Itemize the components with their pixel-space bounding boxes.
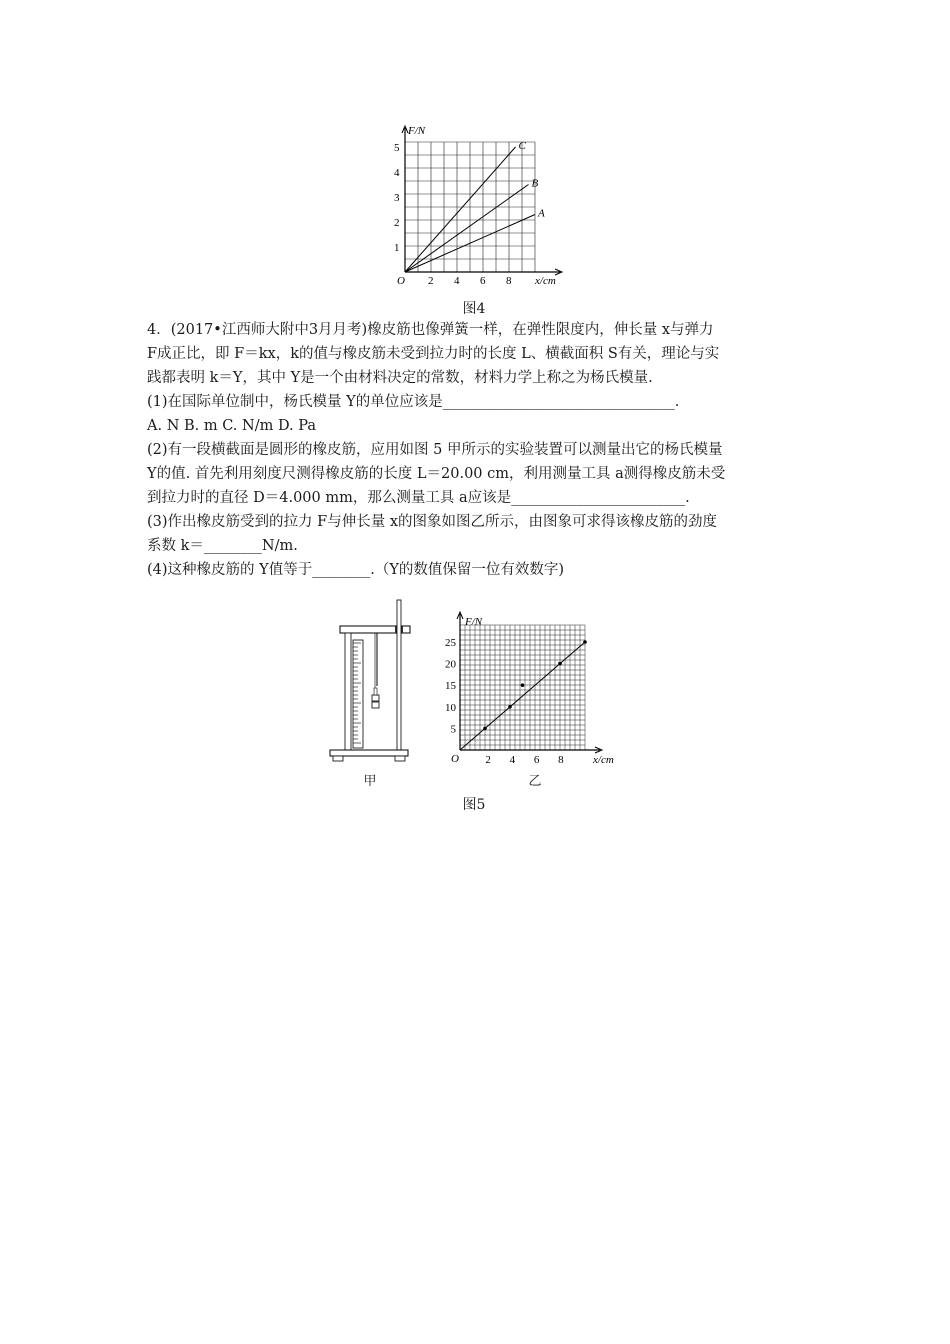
x-tick-label: 4 [454, 275, 460, 287]
question-4: (4)这种橡皮筋的 Y值等于________.（Y的数值保留一位有效数字) [147, 562, 565, 578]
problem-text [147, 318, 827, 582]
line-label-B: B [531, 177, 539, 190]
apparatus-label: 甲 [363, 774, 377, 789]
intro-line-1: 4．(2017•江西师大附中3月月考)橡皮筋也像弹簧一样，在弹性限度内，伸长量 x与弹力 [147, 322, 714, 338]
data-point [483, 727, 487, 731]
y-tick-label: 20 [445, 658, 456, 671]
origin-label: O [451, 753, 459, 765]
x-tick-label: 8 [558, 754, 564, 766]
y-tick-label: 25 [445, 637, 456, 649]
y-tick-label: 2 [394, 217, 400, 229]
question-1: (1)在国际单位制中，杨氏模量 Y的单位应该是________________________________. [147, 394, 680, 410]
x-tick-labels [485, 754, 564, 766]
data-point [521, 683, 525, 687]
figure4-caption: 图4 [462, 301, 486, 317]
fit-line [460, 642, 585, 750]
x-tick-label: 6 [480, 275, 486, 287]
question-2-line-1: (2)有一段横截面是圆形的橡皮筋，应用如图 5 甲所示的实验装置可以测量出它的杨氏模量 [147, 442, 723, 458]
x-tick-label: 2 [485, 754, 491, 766]
line-label-A: A [538, 207, 545, 220]
figure4-chart [385, 122, 570, 292]
x-axis-label: x/cm [535, 275, 556, 287]
question-1-options: A. N B. m C. N/m D. Pa [147, 418, 317, 434]
x-tick-label: 6 [533, 754, 540, 766]
chart-label: 乙 [528, 774, 542, 789]
x-tick-label: 8 [506, 275, 512, 287]
intro-line-3: 践都表明 k＝Y，其中 Y是一个由材料决定的常数，材料力学上称之为杨氏模量. [147, 370, 653, 386]
x-axis-label: x/cm [593, 754, 614, 766]
x-tick-label: 4 [509, 754, 516, 766]
x-tick-labels [428, 275, 512, 287]
y-tick-label: 5 [394, 142, 400, 154]
y-axis-label: F/N [408, 125, 426, 137]
question-2-line-2: Y的值. 首先利用刻度尺测得橡皮筋的长度 L＝20.00 cm，利用测量工具 a测得橡皮筋未受 [147, 466, 726, 482]
origin-label: O [397, 275, 405, 287]
question-3-line-2: 系数 k＝________N/m. [147, 538, 298, 554]
figure5-chart [430, 610, 625, 770]
y-tick-label: 10 [445, 701, 456, 714]
intro-line-2: F成正比，即 F＝kx，k的值与橡皮筋未受到拉力时的长度 L、横截面积 S有关，理论与实 [147, 346, 720, 362]
line-label-C: C [518, 140, 526, 152]
question-3-line-1: (3)作出橡皮筋受到的拉力 F与伸长量 x的图象如图乙所示，由图象可求得该橡皮筋的劲度 [147, 514, 717, 530]
y-tick-label: 15 [445, 680, 456, 693]
data-point [583, 640, 587, 644]
apparatus-illustration [325, 598, 415, 768]
line-labels [519, 140, 546, 220]
grid [460, 625, 585, 750]
grid [405, 142, 535, 272]
y-axis-label: F/N [465, 616, 483, 628]
y-tick-label: 4 [394, 167, 400, 179]
y-tick-labels [445, 637, 457, 735]
data-point [558, 662, 562, 666]
y-tick-labels [394, 142, 400, 254]
series-line-C [405, 147, 516, 272]
y-tick-label: 3 [394, 192, 400, 204]
y-tick-label: 5 [450, 723, 456, 736]
question-2-line-3: 到拉力时的直径 D＝4.000 mm，那么测量工具 a应该是________________________. [147, 490, 690, 506]
x-tick-label: 2 [428, 275, 434, 287]
figure5-caption: 图5 [462, 797, 486, 813]
fit-line-segment [460, 642, 585, 750]
y-tick-label: 1 [394, 242, 400, 254]
data-point [508, 705, 512, 709]
